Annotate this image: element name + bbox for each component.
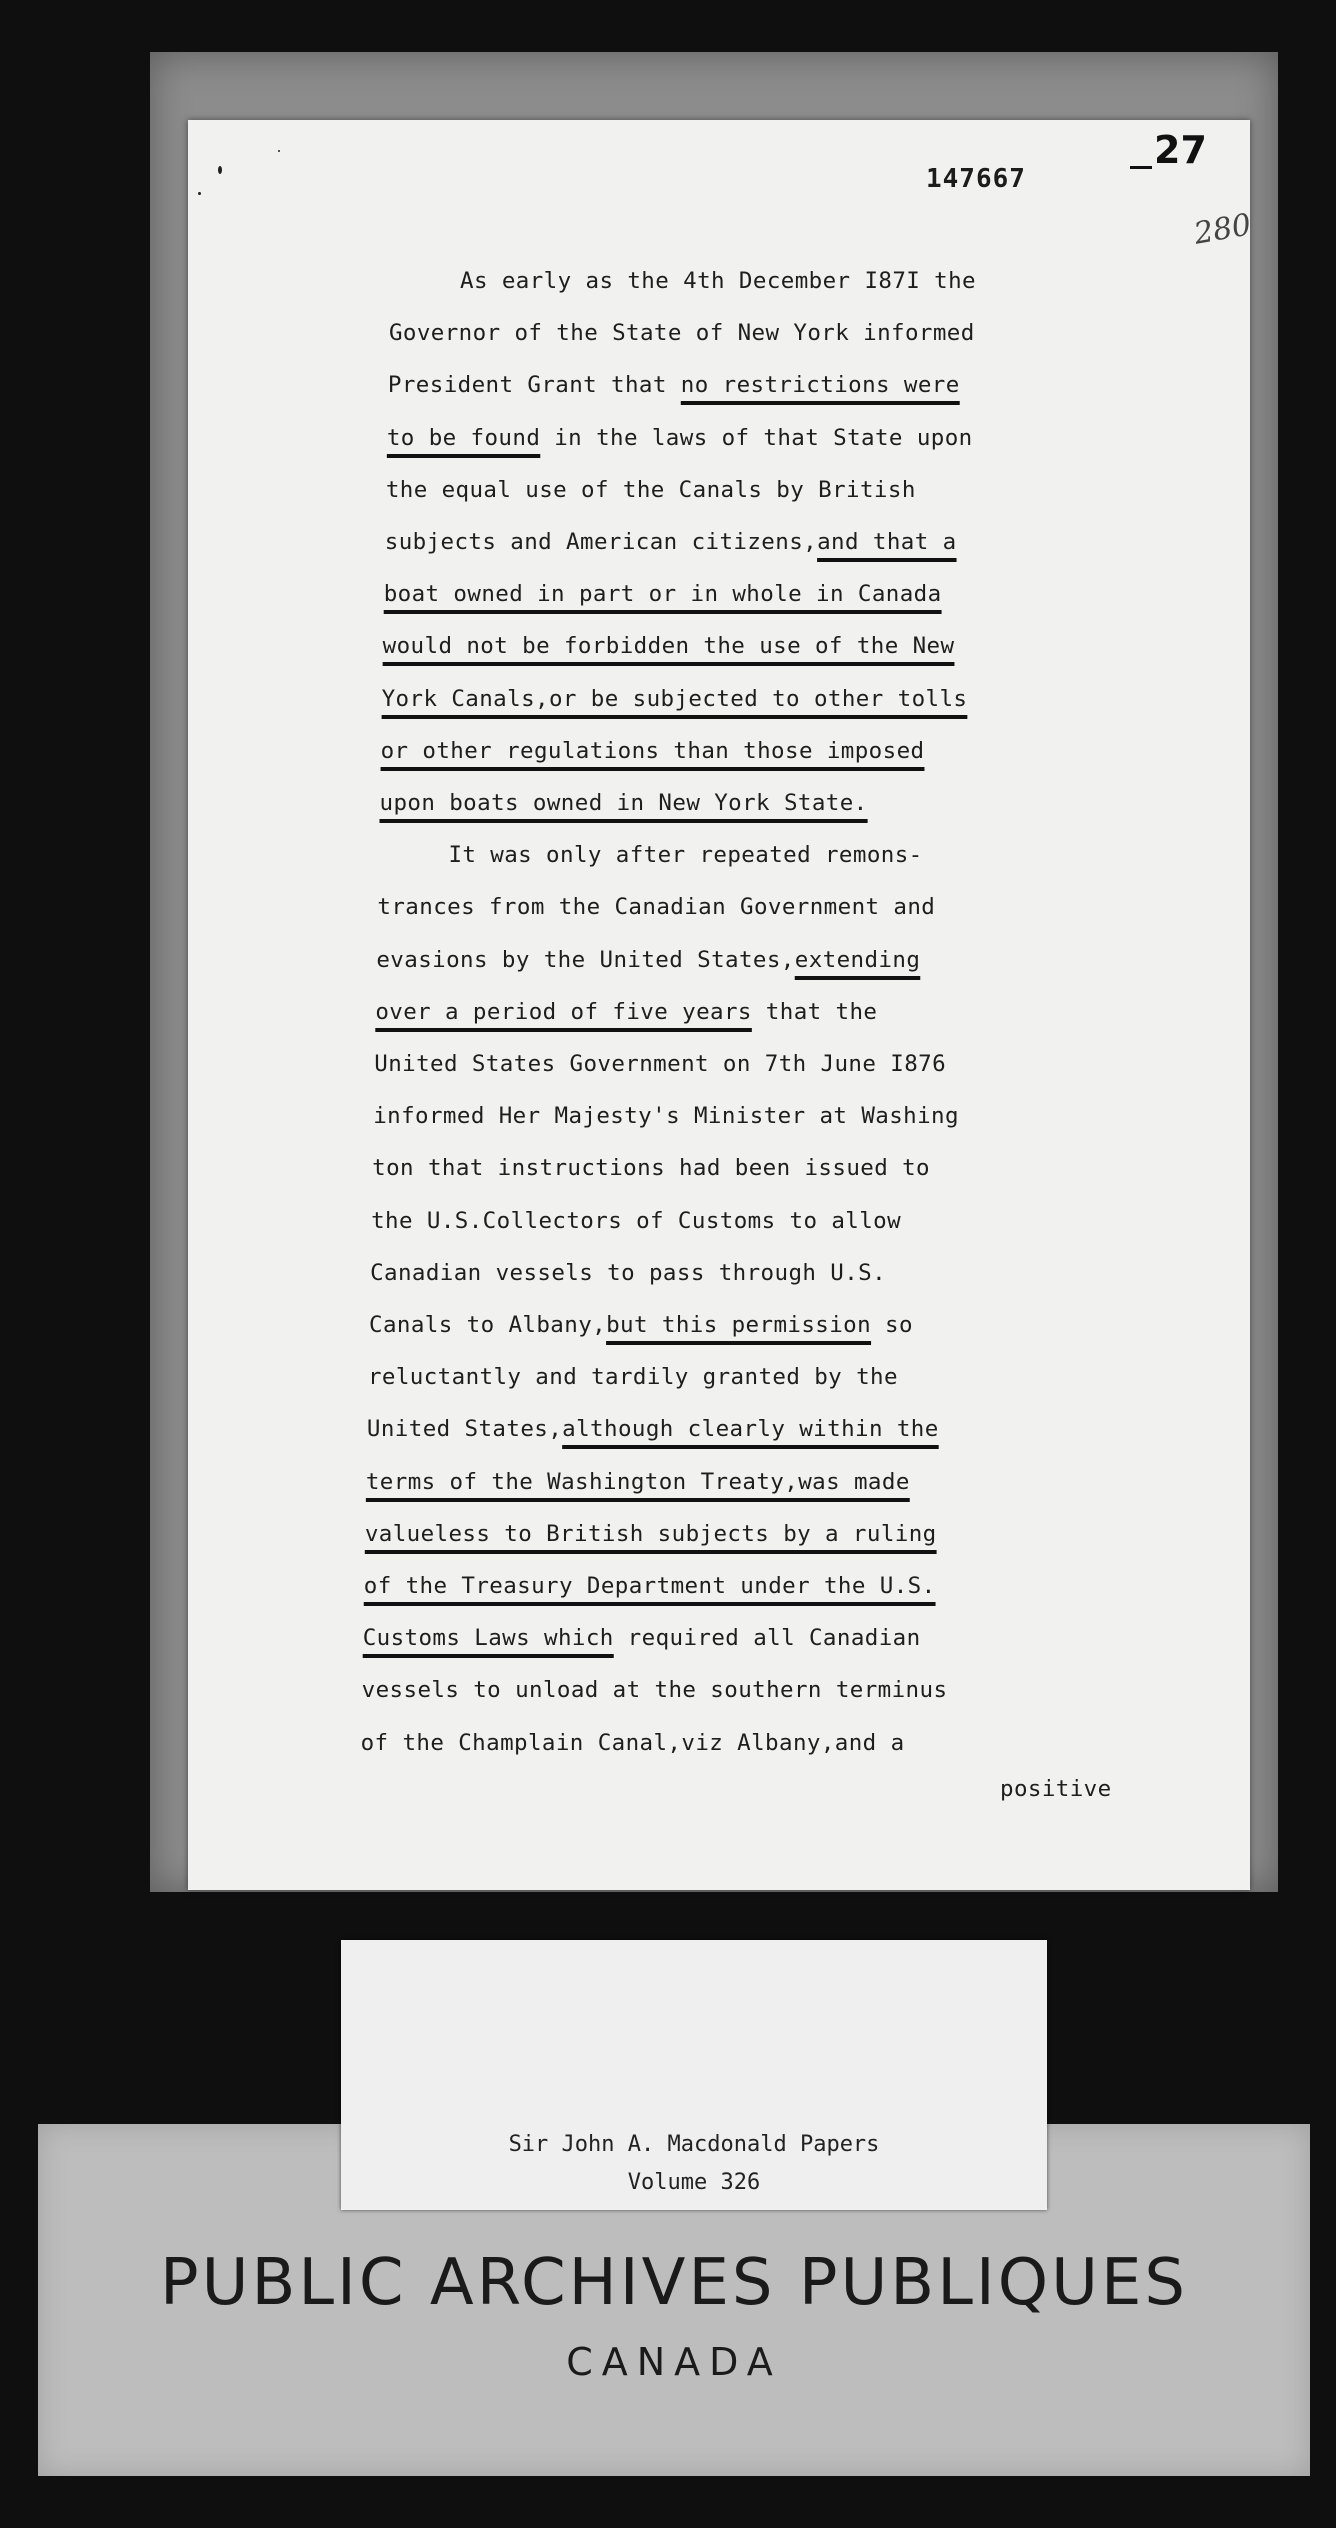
text-run: vessels to unload at the southern terminus: [361, 1677, 948, 1704]
text-line: [377, 892, 935, 922]
text-run: the equal use of the Canals by British: [385, 476, 916, 503]
document-number: 147667: [926, 164, 1026, 194]
text-run: evasions by the United States,: [376, 946, 795, 973]
text-run: subjects and American citizens,: [384, 529, 818, 555]
text-run: Governor of the State of New York informed: [388, 320, 975, 347]
underlined-phrase: but this permission: [606, 1312, 872, 1338]
text-line: [388, 370, 960, 400]
collection-name: Sir John A. Macdonald Papers: [508, 2132, 880, 2157]
stamp-title: PUBLIC ARCHIVES PUBLIQUES: [160, 2246, 1188, 2320]
underlined-phrase: extending: [794, 946, 921, 973]
text-run: of the Champlain Canal,viz Albany,and a: [360, 1729, 905, 1756]
text-run: United States Government on 7th June I876: [374, 1051, 947, 1077]
text-line: [389, 318, 975, 348]
text-line: [365, 1519, 937, 1549]
text-run: required all Canadian: [613, 1625, 921, 1652]
text-line: [361, 1728, 905, 1758]
underlined-phrase: upon boats owned in New York State.: [379, 790, 868, 816]
text-line: [362, 1675, 948, 1705]
text-run: President Grant that: [387, 372, 681, 399]
pencil-page-number: 280: [1191, 207, 1254, 252]
text-line: [460, 266, 976, 296]
text-line: [363, 1623, 921, 1653]
text-line: [375, 997, 877, 1027]
text-line: [382, 684, 968, 714]
underlined-phrase: to be found: [386, 424, 541, 451]
text-run: Canals to Albany,: [369, 1312, 607, 1338]
underlined-phrase: although clearly within the: [562, 1416, 939, 1443]
text-run: informed Her Majesty's Minister at Washing: [373, 1103, 959, 1130]
volume-number: Volume 326: [627, 2170, 761, 2195]
text-line: [373, 1101, 959, 1131]
text-run: in the laws of that State upon: [540, 424, 973, 451]
text-run: It was only after repeated remons-: [448, 842, 923, 869]
text-line: [371, 1206, 901, 1236]
ink-speck: [278, 150, 280, 152]
text-run: Canadian vessels to pass through U.S.: [370, 1259, 887, 1286]
text-line: [448, 840, 922, 870]
text-line: [364, 1571, 936, 1601]
underlined-phrase: and that a: [817, 529, 957, 555]
text-line: [380, 788, 868, 818]
text-line: [374, 1049, 946, 1079]
stamp-country: CANADA: [566, 2340, 782, 2384]
text-line: [368, 1362, 898, 1392]
text-line: [384, 579, 942, 609]
folio-dash: [1130, 166, 1152, 169]
archive-label-card: [341, 1940, 1047, 2210]
underlined-phrase: would not be forbidden the use of the New: [382, 633, 955, 660]
text-run: that the: [751, 998, 878, 1025]
underlined-phrase: or other regulations than those imposed: [380, 737, 925, 764]
text-run: so: [871, 1312, 913, 1338]
catchword: positive: [1000, 1775, 1112, 1802]
text-run: the U.S.Collectors of Customs to allow: [371, 1207, 902, 1234]
underlined-phrase: no restrictions were: [680, 372, 960, 399]
text-line: [383, 631, 955, 661]
text-line: [381, 736, 925, 766]
text-run: trances from the Canadian Government and: [377, 894, 936, 921]
underlined-phrase: valueless to British subjects by a ruling: [364, 1520, 937, 1547]
text-line: [387, 423, 973, 453]
underlined-phrase: terms of the Washington Treaty,was made: [365, 1468, 910, 1495]
text-line: [369, 1310, 913, 1340]
underlined-phrase: York Canals,or be subjected to other tolls: [381, 685, 968, 712]
underlined-phrase: Customs Laws which: [362, 1625, 614, 1652]
underlined-phrase: of the Treasury Department under the U.S.: [363, 1573, 936, 1599]
text-line: [376, 945, 920, 975]
text-line: [367, 1414, 939, 1444]
ink-speck: [218, 166, 222, 174]
text-run: reluctantly and tardily granted by the: [367, 1364, 898, 1391]
underlined-phrase: over a period of five years: [375, 998, 752, 1025]
text-line: [366, 1467, 910, 1497]
text-run: As early as the 4th December I87I the: [460, 268, 977, 294]
text-line: [385, 527, 957, 557]
text-run: United States,: [366, 1416, 563, 1443]
underlined-phrase: boat owned in part or in whole in Canada: [383, 581, 942, 608]
text-line: [386, 475, 916, 505]
text-line: [370, 1258, 886, 1288]
text-run: ton that instructions had been issued to: [372, 1155, 931, 1182]
folio-number: 27: [1154, 128, 1207, 172]
text-line: [372, 1153, 930, 1183]
ink-speck: [198, 192, 201, 195]
